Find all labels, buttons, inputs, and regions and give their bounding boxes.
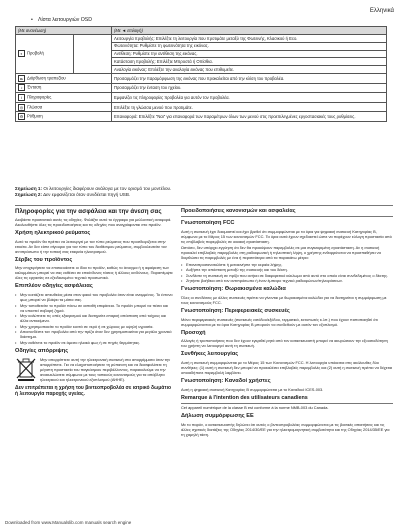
keystone-icon: ⏢ <box>19 75 24 81</box>
globe-icon: ◎ <box>19 104 24 110</box>
osd-header-right: (Με ◄ επιλογή) <box>112 27 387 35</box>
osd-menu-keystone: ⏢ Διόρθωση τραπεζίου <box>16 74 112 84</box>
caution-text: Αλλαγές ή τροποποιήσεις που δεν έχουν εγκριθεί ρητά από τον κατασκευαστή μπορεί να ακυρώσουν την εξουσιοδότηση του χρήστη να λειτουργεί αυτή τη συσκευή. <box>181 338 388 349</box>
osd-setup-text: Επαναφορά: Επιλέξτε "Ναι" για επαναφορά των παραμέτρων όλων των μενού στις προεπιλεγμένες εργοστασιακές τους ρυθμίσεις. <box>112 112 387 122</box>
safety-column <box>15 208 173 397</box>
list-item: • Αυξήστε την απόσταση μεταξύ της συσκευής και του δέκτη. <box>181 267 393 272</box>
caution-title: Προσοχή <box>181 329 206 336</box>
list-item: • Αποσυνδέστε τον προβολέα από την πρίζα όταν δεν χρησιμοποιείται για μεγάλο χρονικό διάστημα. <box>15 329 173 339</box>
crossed-bin-icon <box>15 357 37 381</box>
list-item: • Μην εκθέτετε το προϊόν σε άμεσο ηλιακό φως ή σε πηγές θερμότητας. <box>15 340 173 345</box>
list-item: • Επαναπροσανατολίστε ή μετακινήστε την κεραία λήψης. <box>181 262 393 267</box>
osd-note-2: Σημείωση 2: Δεν εμφανίζεται όταν συνδέεται πηγή USB. <box>15 192 131 198</box>
list-item: • Μην χρησιμοποιείτε το προϊόν κοντά σε νερό ή σε χώρους με υψηλή υγρασία. <box>15 324 173 329</box>
osd-projection-text: Κατάσταση προβολής: Επιλέξτε Μπροστά ή Οπίσθια. <box>112 58 387 66</box>
osd-row-volume <box>16 83 387 93</box>
list-item: • Μην κοιτάζετε απευθείας μέσα στον φακό του προβολέα όταν είναι αναμμένος. Το έντονο φως μπορεί να βλάψει τα μάτια σας. <box>15 292 173 302</box>
osd-row-display <box>16 34 387 42</box>
cable-title: Γνωστοποίηση: Θωρακισμένα καλώδια <box>181 286 286 293</box>
extra-safety-list <box>15 292 173 345</box>
osd-row-info <box>16 93 387 103</box>
disposal-section-title: Οδηγίες απόρριψης <box>15 348 69 355</box>
osd-header-left: (Με ανανέωση) <box>16 27 112 35</box>
info-icon: i <box>18 94 25 101</box>
osd-keystone-text: Προσαρμόζει την παραμόρφωση της εικόνας που προκαλείται από την κλίση του προβολέα. <box>112 74 387 84</box>
peripheral-title: Γνωστοποίηση: Περιφερειακές συσκευές <box>181 308 290 314</box>
cable-text: Όλες οι συνδέσεις με άλλες συσκευές πρέπει να γίνονται με θωρακισμένα καλώδια για να διατηρείται η συμμόρφωση με τους κανονισμούς FCC. <box>181 295 387 305</box>
osd-menu-spacer <box>74 34 112 73</box>
canada-title: Γνωστοποίηση: Καναδοί χρήστες <box>181 377 271 384</box>
operation-title: Συνθήκες λειτουργίας <box>181 351 239 358</box>
safety-intro: Διαβάστε προσεκτικά αυτές τις οδηγίες. Φυλάξτε αυτό το έγγραφο για μελλοντική αναφορά. Ακολουθήστε όλες τις προειδοποιήσεις και τις οδηγίες που αναγράφονται στο προϊόν. <box>15 217 172 228</box>
fcc-title: Γνωστοποίηση FCC <box>181 219 235 226</box>
medical-use-note: Δεν επιτρέπεται η χρήση του βιντεοπροβολέα σε ιατρικό δωμάτιο ή λειτουργία παροχής υγείας. <box>15 385 172 398</box>
fcc-text-2: Ωστόσο, δεν υπάρχει εγγύηση ότι δεν θα προκύψουν παρεμβολές σε μια συγκεκριμένη εγκατάσταση. Αν η συσκευή προκαλεί επιβλαβείς παρεμβολές στη ραδιοφωνική ή τηλεοπτική λήψη, ο χρήστης ενθαρρύνεται να προσπαθήσει να διορθώσει τις παρεμβολές με ένα ή περισσότερα από τα παρακάτω μέτρα: <box>181 245 381 261</box>
language-label: Ελληνικά <box>369 8 394 14</box>
operation-text: Αυτή η συσκευή συμμορφώνεται με το Μέρος 15 των Κανονισμών FCC. Η λειτουργία υπόκειται στις ακόλουθες δύο συνθήκες: (1) αυτή η συσκευή δεν μπορεί να προκαλέσει επιβλαβείς παρεμβολές και (2) αυτή η συσκευή πρέπει να δέχεται οποιαδήποτε παρεμβολή λαμβάνει. <box>181 359 393 375</box>
osd-menu-info: i Πληροφορίες <box>16 93 112 103</box>
fcc-measures-list <box>181 262 393 284</box>
extra-safety-title: Επιπλέον οδηγίες ασφάλειας <box>15 283 93 290</box>
section-divider <box>15 205 393 206</box>
disposal-text: Μην απορρίπτετε αυτή την ηλεκτρονική συσκευή στα απορρίμματα όταν την απορρίπτετε. Για να ελαχιστοποιήσετε τη ρύπανση και να διασφαλίσετε τη μέγιστη προστασία του παγκόσμιου περιβάλλοντος, παρακαλούμε να την ανακυκλώσετε σύμφωνα με τους τοπικούς κανονισμούς για τα απόβλητα ηλεκτρικού και ηλεκτρονικού εξοπλισμού (ΑΗΗΕ). <box>40 356 171 382</box>
gear-icon: ⚙ <box>19 114 24 120</box>
osd-display-text: Λειτουργία προβολής: Επιλέξτε τη λειτουργία που προτιμάτε μεταξύ της Φωτεινής, Κλασικού ή Eco. <box>112 34 387 42</box>
list-item: • Μην καλύπτετε τις οπές εξαερισμού και διατηρείτε επαρκή απόσταση από τοίχους και άλλα αντικείμενα. <box>15 313 173 323</box>
osd-volume-text: Προσαρμόζει την ένταση του ηχείου. <box>112 83 387 93</box>
fcc-text-1: Αυτή η συσκευή έχει δοκιμαστεί και έχει βρεθεί ότι συμμορφώνεται με τα όρια για ψηφιακή συσκευή Κατηγορίας Β, σύμφωνα με το Μέρος 15 των κανονισμών FCC. Τα όρια αυτά έχουν σχεδιαστεί ώστε να παρέχουν εύλογη προστασία από τις επιβλαβείς παρεμβολές σε οικιακή εγκατάσταση. <box>181 228 392 244</box>
canada-fr-title: Remarque à l'intention des utilisateurs canadiens <box>181 395 393 404</box>
osd-notes <box>15 186 171 198</box>
list-item: • Συνδέστε τη συσκευή σε πρίζα που ανήκει σε διαφορετικό κύκλωμα από αυτό στο οποίο είναι συνδεδεμένος ο δέκτης. <box>181 273 393 278</box>
osd-row-language <box>16 102 387 112</box>
osd-menu-display: ◐ Προβολή <box>16 34 74 73</box>
osd-aspect-text: Αναλογία εικόνας: Επιλέξτε την αναλογία εικόνας που επιθυμείτε. <box>112 66 387 74</box>
eu-title: Δήλωση συμμόρφωσης ΕΕ <box>181 413 254 420</box>
osd-info-text: Εμφανίζει τις πληροφορίες προβολέα για αυτόν τον προβολέα. <box>112 93 387 103</box>
display-icon: ◐ <box>18 50 25 57</box>
osd-table-header <box>16 27 387 35</box>
osd-menu-volume: ♪ Ένταση <box>16 83 112 93</box>
eu-text: Με το παρόν, ο κατασκευαστής δηλώνει ότι αυτός ο βιντεοπροβολέας συμμορφώνεται με τις βασικές απαιτήσεις και τις άλλες σχετικές διατάξεις της Οδηγίας 2014/30/ΕΕ για την ηλεκτρομαγνητική συμβατότητα και της Οδηγίας 2014/35/ΕΕ για τη χαμηλή τάση. <box>181 421 390 437</box>
osd-function-table <box>15 26 387 122</box>
osd-list-title: • Λίστα λειτουργιών OSD <box>38 17 92 23</box>
disposal-block <box>15 357 173 384</box>
service-section-title: Σέρβις του προϊόντος <box>15 256 73 263</box>
osd-row-setup <box>16 112 387 122</box>
regulatory-column <box>181 208 393 438</box>
osd-language-text: Επιλέξτε τη γλώσσα μενού που προτιμάτε. <box>112 102 387 112</box>
osd-menu-setup: ⚙ Ρύθμιση <box>16 112 112 122</box>
osd-menu-language: ◎ Γλώσσα <box>16 102 112 112</box>
canada-text: Αυτή η ψηφιακή συσκευή Κατηγορίας B συμμορφώνεται με το Καναδικό ICES-003. <box>181 386 324 392</box>
safety-title: Πληροφορίες για την ασφάλεια και την άνεση σας <box>15 208 162 215</box>
service-section-text: Μην επιχειρήσετε να επισκευάσετε οι ίδιοι το προϊόν, καθώς το άνοιγμα ή η αφαίρεση των καλυμμάτων μπορεί να σας εκθέσει σε επικίνδυνες τάσεις ή άλλους κινδύνους. Παραπέμψτε όλες τις εργασίες σε εξειδικευμένο τεχνικό προσωπικό. <box>15 265 173 281</box>
canada-fr-text: Cet appareil numérique de la classe B est conforme à la norme NMB-003 du Canada. <box>181 405 329 411</box>
download-footer: Downloaded from www.Manualslib.com manuals search engine <box>5 520 132 525</box>
power-section-title: Χρήση ηλεκτρικού ρεύματος <box>15 230 91 237</box>
osd-brightness-text: Φωτεινότητα: Ρυθμίστε τη φωτεινότητα της εικόνας. <box>112 42 387 50</box>
speaker-icon: ♪ <box>18 84 25 91</box>
regulatory-title: Προειδοποιήσεις κανονισμών και ασφαλείας <box>181 208 393 217</box>
peripheral-text: Μόνο περιφερειακές συσκευές (συσκευές εισόδου/εξόδου, τερματικά, εκτυπωτές κ.λπ.) που έχουν πιστοποιηθεί ότι συμμορφώνονται με τα όρια Κατηγορίας Β μπορούν να συνδεθούν με αυτόν τον εξοπλισμό. <box>181 316 378 327</box>
power-section-text: Αυτό το προϊόν θα πρέπει να λειτουργεί με τον τύπο ρεύματος που προσδιορίζεται στην ετικέτα. Αν δεν είστε σίγουροι για τον τύπο του διαθέσιμου ρεύματος, συμβουλευτείτε τον αντιπρόσωπο ή την τοπική σας εταιρεία ηλεκτρισμού. <box>15 238 167 254</box>
list-item: • Μην τοποθετείτε το προϊόν πάνω σε ασταθή επιφάνεια. Το προϊόν μπορεί να πέσει και να υποστεί σοβαρή ζημιά. <box>15 303 173 313</box>
osd-note-1: Σημείωση 1: Οι λειτουργίες διαφέρουν ανάλογα με τον ορισμό του μοντέλου. <box>15 186 172 191</box>
osd-row-keystone <box>16 74 387 84</box>
list-item: • Ζητήστε βοήθεια από τον αντιπρόσωπο ή έναν έμπειρο τεχνικό ραδιοφώνων/τηλεοράσεων. <box>181 278 393 283</box>
osd-contrast-text: Αντίθεση: Ρυθμίστε την αντίθεση της εικόνας. <box>112 50 387 58</box>
